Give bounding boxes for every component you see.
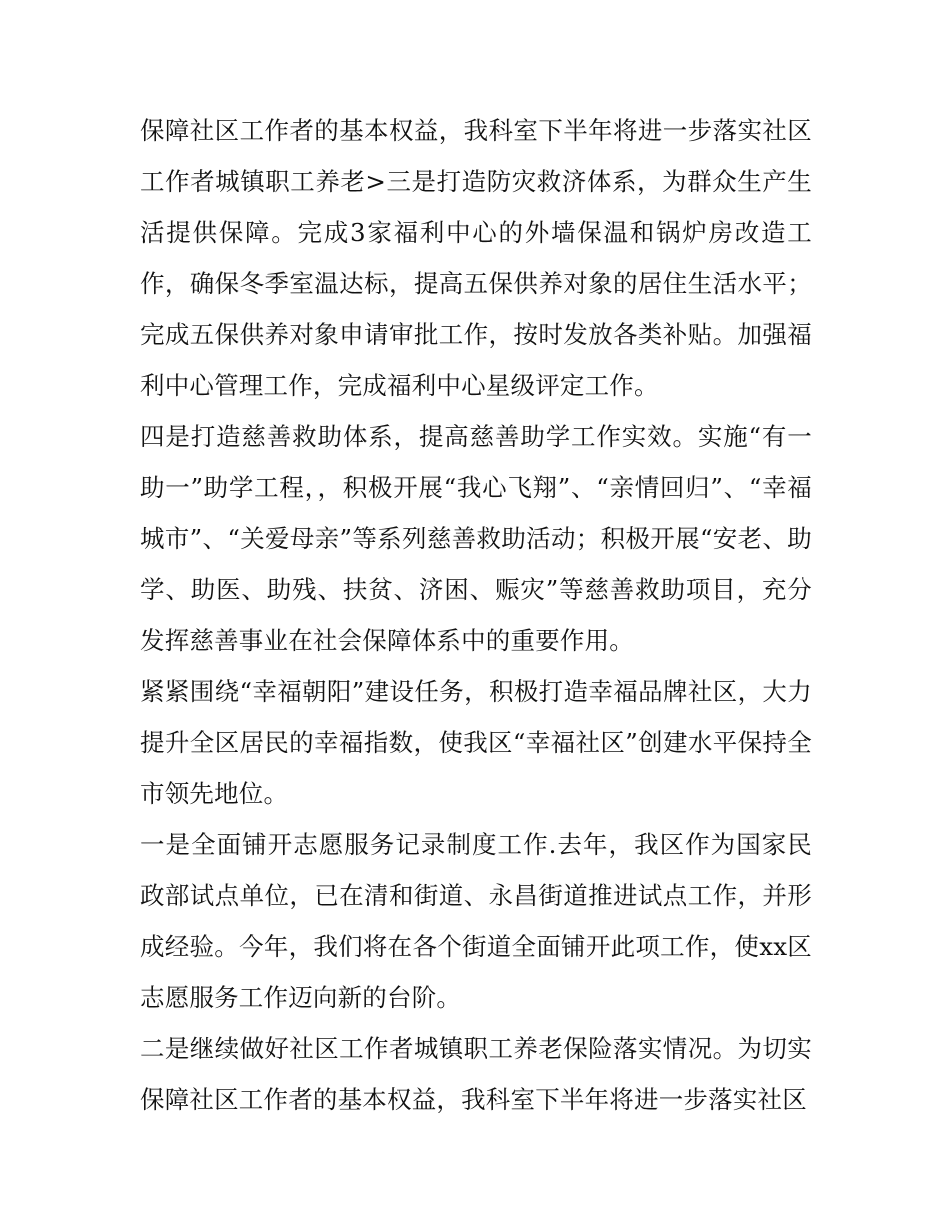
paragraph-3: 紧紧围绕“幸福朝阳”建设任务，积极打造幸福品牌社区，大力提升全区居民的幸福指数，使我区“幸福社区”创建水平保持全市领先地位。 [140,677,812,808]
paragraph-1: 保障社区工作者的基本权益，我科室下半年将进一步落实社区工作者城镇职工养老>三是打造防灾救济体系，为群众生产生活提供保障。完成3家福利中心的外墙保温和锅炉房改造工作，确保冬季室温达标，提高五保供养对象的居住生活水平；完成五保供养对象申请审批工作，按时发放各类补贴。加强福利中心管理工作，完成福利中心星级评定工作。 [140,116,812,400]
paragraph-4: 一是全面铺开志愿服务记录制度工作.去年，我区作为国家民政部试点单位，已在清和街道、永昌街道推进试点工作，并形成经验。今年，我们将在各个街道全面铺开此项工作，使xx区志愿服务工作迈向新的台阶。 [140,830,812,1012]
paragraph-2: 四是打造慈善救助体系，提高慈善助学工作实效。实施“有一助一”助学工程，，积极开展“我心飞翔”、“亲情回归”、“幸福城市”、“关爱母亲”等系列慈善救助活动；积极开展“安老、助学、助医、助残、扶贫、济困、赈灾”等慈善救助项目，充分发挥慈善事业在社会保障体系中的重要作用。 [140,422,812,655]
document-page [140,105,812,1125]
paragraph-5: 二是继续做好社区工作者城镇职工养老保险落实情况。为切实保障社区工作者的基本权益，我科室下半年将进一步落实社区 [140,1034,812,1114]
